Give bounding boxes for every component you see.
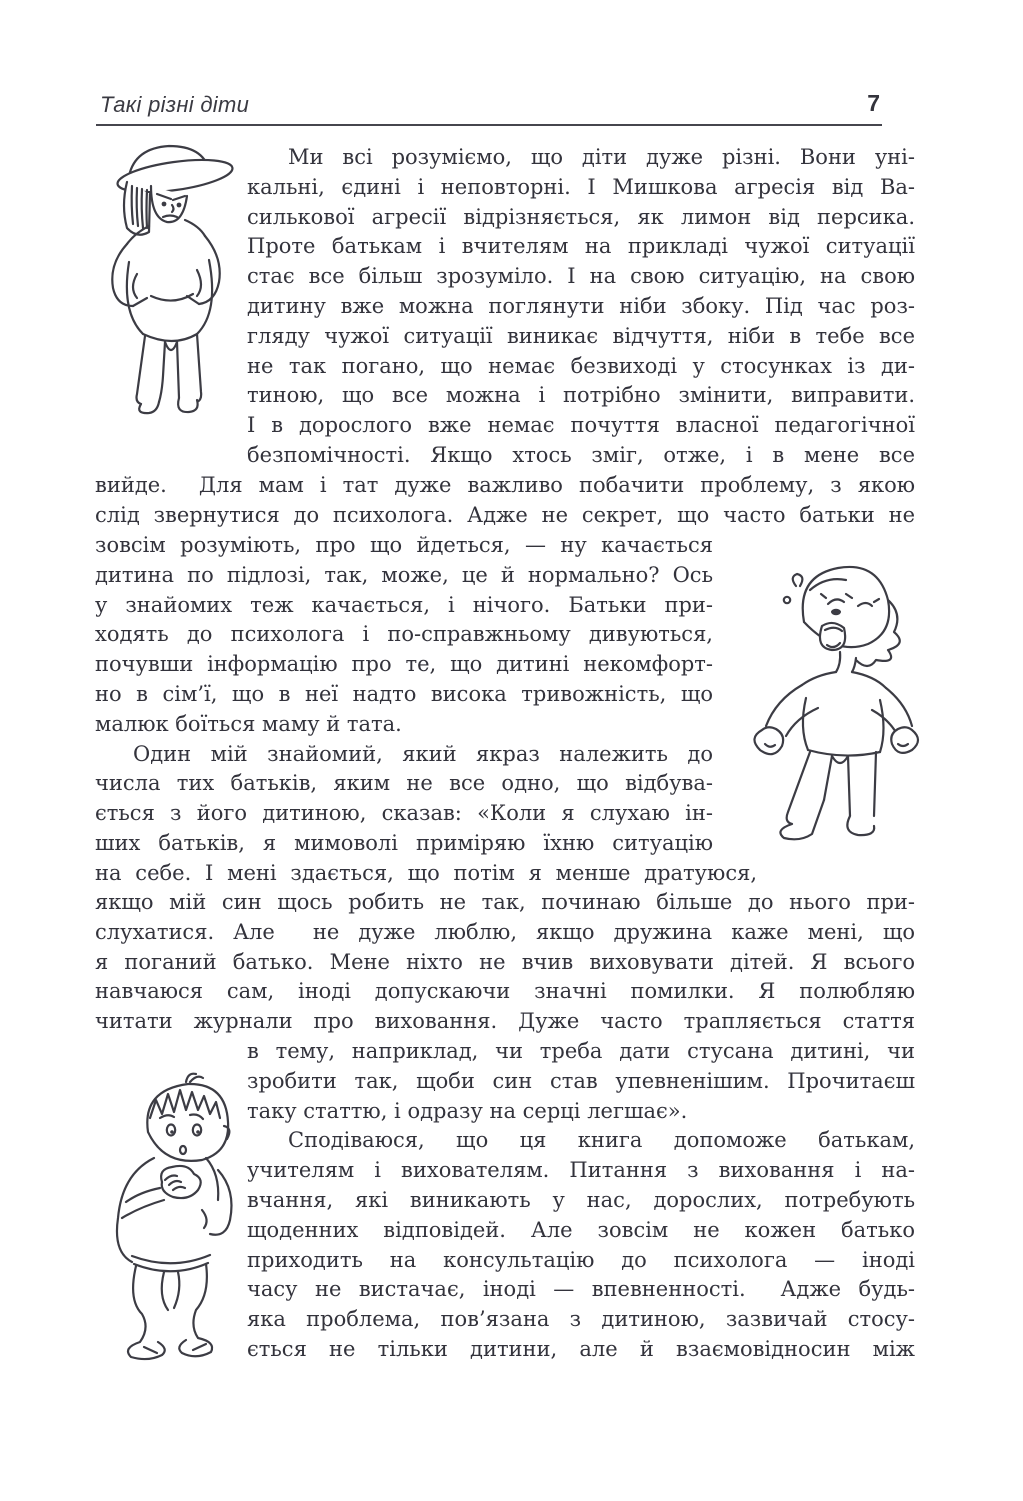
- text-line: не так погано, що немає безвиході у стосунках із ди-: [247, 353, 915, 378]
- text-line: почувши інформацію про те, що дитині некомфорт-: [95, 652, 713, 677]
- text-line: но в сім’ї, що в неї надто висока тривожність, що: [95, 681, 713, 706]
- anxious-boy-drawing: [98, 1070, 246, 1365]
- text-line: у знайомих теж качається, і нічого. Батьки при-: [95, 592, 713, 617]
- illustration-crying-kid: [740, 548, 927, 847]
- paragraph-block-2: [95, 471, 915, 531]
- text-line: безпомічності. Якщо хтось зміг, отже, і в мене все: [247, 442, 915, 467]
- text-line: силькової агресії відрізняється, як лимон від персика.: [247, 204, 915, 229]
- text-line: дитина по підлозі, так, може, це й нормально? Ось: [95, 562, 713, 587]
- paragraph-block-5: [247, 1037, 915, 1365]
- text-line: яка проблема, пов’язана з дитиною, зазвичай стосу-: [247, 1307, 915, 1332]
- text-line: на себе. І мені здається, що потім я менше дратуюся,: [95, 860, 757, 885]
- paragraph-block-4: [95, 888, 915, 1037]
- text-line: кальні, єдині і неповторні. І Мишкова агресія від Ва-: [247, 174, 915, 199]
- text-line: ється з його дитиною, сказав: «Коли я слухаю ін-: [95, 801, 713, 826]
- text-line: слухатися. Але не дуже люблю, якщо дружина каже мені, що: [95, 919, 915, 944]
- paragraph-block-3: [95, 531, 757, 889]
- running-head-title: Такі різні діти: [100, 92, 250, 117]
- text-line: вчання, які виникають у нас, дорослих, потребують: [247, 1187, 915, 1212]
- text-line: в тему, наприклад, чи треба дати стусана дитині, чи: [247, 1039, 915, 1063]
- text-line: ходять до психолога і по-справжньому дивуються,: [95, 622, 713, 647]
- text-line: І в дорослого вже немає почуття власної педагогічної: [247, 413, 915, 438]
- text-line: читати журнали про виховання. Дуже часто трапляється стаття: [95, 1009, 915, 1034]
- text-line: таку статтю, і одразу на серці легшає».: [247, 1098, 688, 1123]
- text-line: числа тих батьків, яким не все одно, що відбува-: [95, 771, 713, 796]
- text-line: малюк боїться маму й тата.: [95, 711, 402, 736]
- text-line: Проте батькам і вчителям на прикладі чужої ситуації: [247, 234, 915, 259]
- text-line: приходить на консультацію до психолога — іноді: [247, 1247, 915, 1272]
- text-line: зробити так, щоби син став упевненішим. Прочитаєш: [247, 1068, 915, 1093]
- text-line: стає все більш зрозуміло. І на свою ситуацію, на свою: [247, 264, 915, 289]
- text-line: тиною, що все можна і потрібно змінити, виправити.: [247, 383, 915, 408]
- text-line: учителям і вихователям. Питання з виховання і на-: [247, 1158, 915, 1183]
- text-line: щоденних відповідей. Але зовсім не кожен батько: [247, 1217, 915, 1242]
- paragraph-block-1: [247, 143, 915, 471]
- page-number: 7: [867, 90, 880, 116]
- text-line: зовсім розуміють, про що йдеться, — ну качається: [95, 533, 713, 557]
- text-line: слід звернутися до психолога. Адже не секрет, що часто батьки не: [95, 502, 915, 527]
- text-line: навчаюся сам, іноді допускаючи значні помилки. Я полюбляю: [95, 979, 915, 1004]
- text-line: Один мій знайомий, який якраз належить до: [133, 741, 713, 766]
- text-line: гляду чужої ситуації виникає відчуття, ніби в тебе все: [247, 323, 915, 348]
- text-line: якщо мій син щось робить не так, починаю більше до нього при-: [95, 890, 915, 914]
- text-line: Сподіваюся, що ця книга допоможе батькам,: [288, 1128, 915, 1153]
- text-line: Ми всі розуміємо, що діти дуже різні. Вони уні-: [288, 145, 915, 169]
- header-rule: [96, 124, 882, 126]
- text-line: часу не вистачає, іноді — впевненності. Адже будь-: [247, 1277, 915, 1302]
- illustration-hat-boy: [93, 136, 245, 420]
- text-line: я поганий батько. Мене ніхто не вчив виховувати дітей. Я всього: [95, 949, 915, 974]
- hat-boy-drawing: [93, 136, 245, 416]
- illustration-anxious-boy: [98, 1070, 246, 1369]
- crying-kid-drawing: [740, 548, 927, 843]
- text-line: дитину вже можна поглянути ніби збоку. Під час роз-: [247, 293, 915, 318]
- text-line: вийде. Для мам і тат дуже важливо побачити проблему, з якою: [95, 473, 915, 497]
- text-line: ється не тільки дитини, але й взаємовідносин між: [247, 1336, 915, 1361]
- text-line: ших батьків, я мимоволі приміряю їхню ситуацію: [95, 830, 713, 855]
